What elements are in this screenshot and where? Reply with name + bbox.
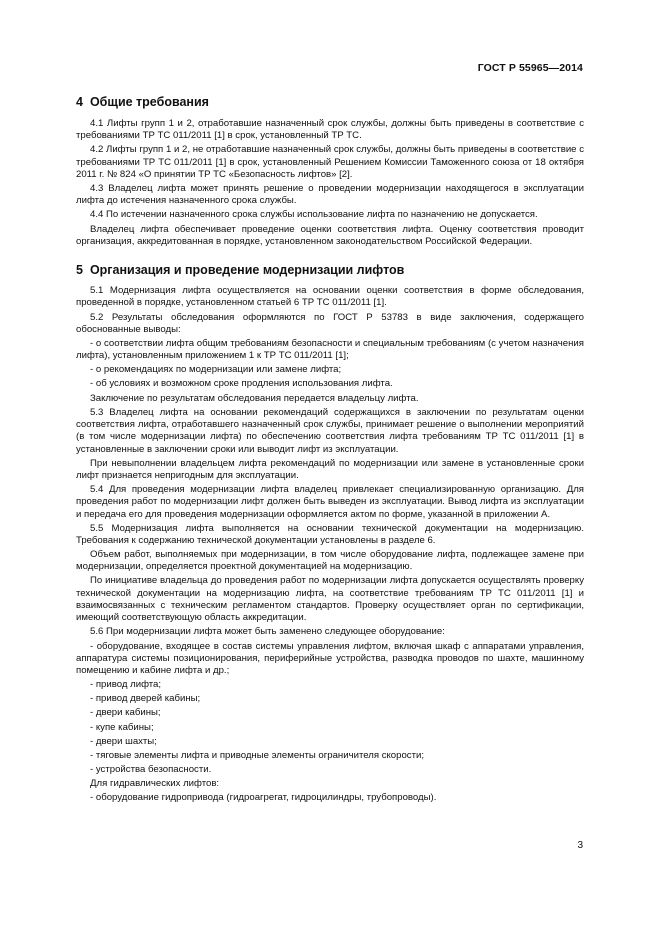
- paragraph: 4.2 Лифты групп 1 и 2, не отработавшие назначенный срок службы, должны быть приведены в соответствие с требованиями ТР ТС 011/2011 [1] в срок, установленный Решением Комиссии Таможенного союза от 18 октября 2011 г. № 824 «О принятии ТР ТС «Безопасность лифтов» [2].: [76, 144, 584, 180]
- paragraph: 5.3 Владелец лифта на основании рекомендаций содержащихся в заключении по результатам оценки соответствия лифта, отработавшего назначенный срок службы, принимает решение о выполнении мероприятий (в том числе модернизации лифта) по обеспечению соответствия лифта требованиям ТР ТС 011/2011 [1] в установленные в заключении сроки или выводит лифт из эксплуатации.: [76, 406, 584, 455]
- section-5-heading: [76, 262, 584, 278]
- paragraph: Заключение по результатам обследования передается владельцу лифта.: [90, 392, 419, 404]
- section-4-body: [76, 118, 584, 248]
- paragraph: Для гидравлических лифтов:: [90, 777, 220, 789]
- document-header: ГОСТ Р 55965—2014: [477, 62, 583, 74]
- paragraph: 5.2 Результаты обследования оформляются по ГОСТ Р 53783 в виде заключения, содержащего обоснованные выводы:: [76, 311, 584, 335]
- paragraph: - о рекомендациях по модернизации или замене лифта;: [90, 364, 342, 376]
- paragraph: 5.6 При модернизации лифта может быть заменено следующее оборудование:: [90, 626, 445, 638]
- page-number: 3: [577, 840, 583, 851]
- paragraph: 4.3 Владелец лифта может принять решение о проведении модернизации находящегося в эксплуатации лифта до истечения назначенного срока службы.: [76, 183, 584, 207]
- paragraph: 4.1 Лифты групп 1 и 2, отработавшие назначенный срок службы, должны быть приведены в соответствие с требованиями ТР ТС 011/2011 [1] в срок, установленный ТР ТС.: [76, 118, 584, 142]
- paragraph: - оборудование гидропривода (гидроагрегат, гидроцилиндры, трубопроводы).: [90, 791, 437, 803]
- section-number: 4: [76, 95, 83, 109]
- paragraph: Объем работ, выполняемых при модернизации, в том числе оборудование лифта, подлежащее замене при модернизации, определяется проектной документацией на модернизацию.: [76, 549, 584, 573]
- paragraph: - двери шахты;: [90, 735, 157, 747]
- paragraph: 5.5 Модернизация лифта выполняется на основании технической документации на модернизацию. Требования к содержанию технической документации установлены в разделе 6.: [76, 522, 584, 546]
- paragraph: - тяговые элементы лифта и приводные элементы ограничителя скорости;: [90, 749, 425, 761]
- paragraph: При невыполнении владельцем лифта рекомендаций по модернизации или замене в установленные сроки лифт признается непригодным для эксплуатации.: [76, 457, 584, 481]
- section-title: Общие требования: [89, 95, 209, 109]
- paragraph: - оборудование, входящее в состав системы управления лифтом, включая шкаф с аппаратами управления, аппаратура системы позиционирования, периферийные устройства, разводка проводов по шахте, машинному помещению и кабине лифта и др.;: [76, 640, 584, 677]
- paragraph: - об условиях и возможном сроке продления использования лифта.: [90, 378, 393, 390]
- section-title: Организация и проведение модернизации лифтов: [89, 263, 405, 278]
- paragraph: - двери кабины;: [90, 707, 161, 719]
- paragraph: Владелец лифта обеспечивает проведение оценки соответствия лифта. Оценку соответствия проводит организация, аккредитованная в порядке, установленном законодательством Российской Федерации.: [76, 223, 584, 247]
- paragraph: 5.4 Для проведения модернизации лифта владелец привлекает специализированную организацию. Для проведения работ по модернизации лифт должен быть выведен из эксплуатации. Вывод лифта из эксплуатации и передача его для проведения модернизации оформляется актом по форме, указанной в приложении А.: [76, 483, 584, 520]
- paragraph: По инициативе владельца до проведения работ по модернизации лифта допускается осуществлять проверку технической документации на модернизацию лифта, на соответствие требованиям ТР ТС 011/2011 [1] и взаимосвязанных с техническим регламентом стандартов. Проверку осуществляет орган по сертификации, имеющий соответствующую область аккредитации.: [76, 575, 584, 624]
- paragraph: - устройства безопасности.: [90, 763, 212, 775]
- paragraph: - привод лифта;: [90, 679, 162, 691]
- paragraph: - купе кабины;: [90, 721, 154, 733]
- paragraph: - о соответствии лифта общим требованиям безопасности и специальным требованиям (с учетом назначения лифта), установленным приложением 1 к ТР ТС 011/2011 [1];: [76, 337, 584, 362]
- paragraph: 4.4 По истечении назначенного срока службы использование лифта по назначению не допускается.: [90, 209, 538, 221]
- paragraph: - привод дверей кабины;: [90, 693, 201, 705]
- section-4-heading: [76, 94, 584, 110]
- page-content: [76, 94, 584, 806]
- section-5-body: [76, 285, 584, 804]
- paragraph: 5.1 Модернизация лифта осуществляется на основании оценки соответствия в форме обследования, проведенной в порядке, установленном статьей 6 ТР ТС 011/2011 [1].: [76, 285, 584, 309]
- section-number: 5: [76, 263, 83, 278]
